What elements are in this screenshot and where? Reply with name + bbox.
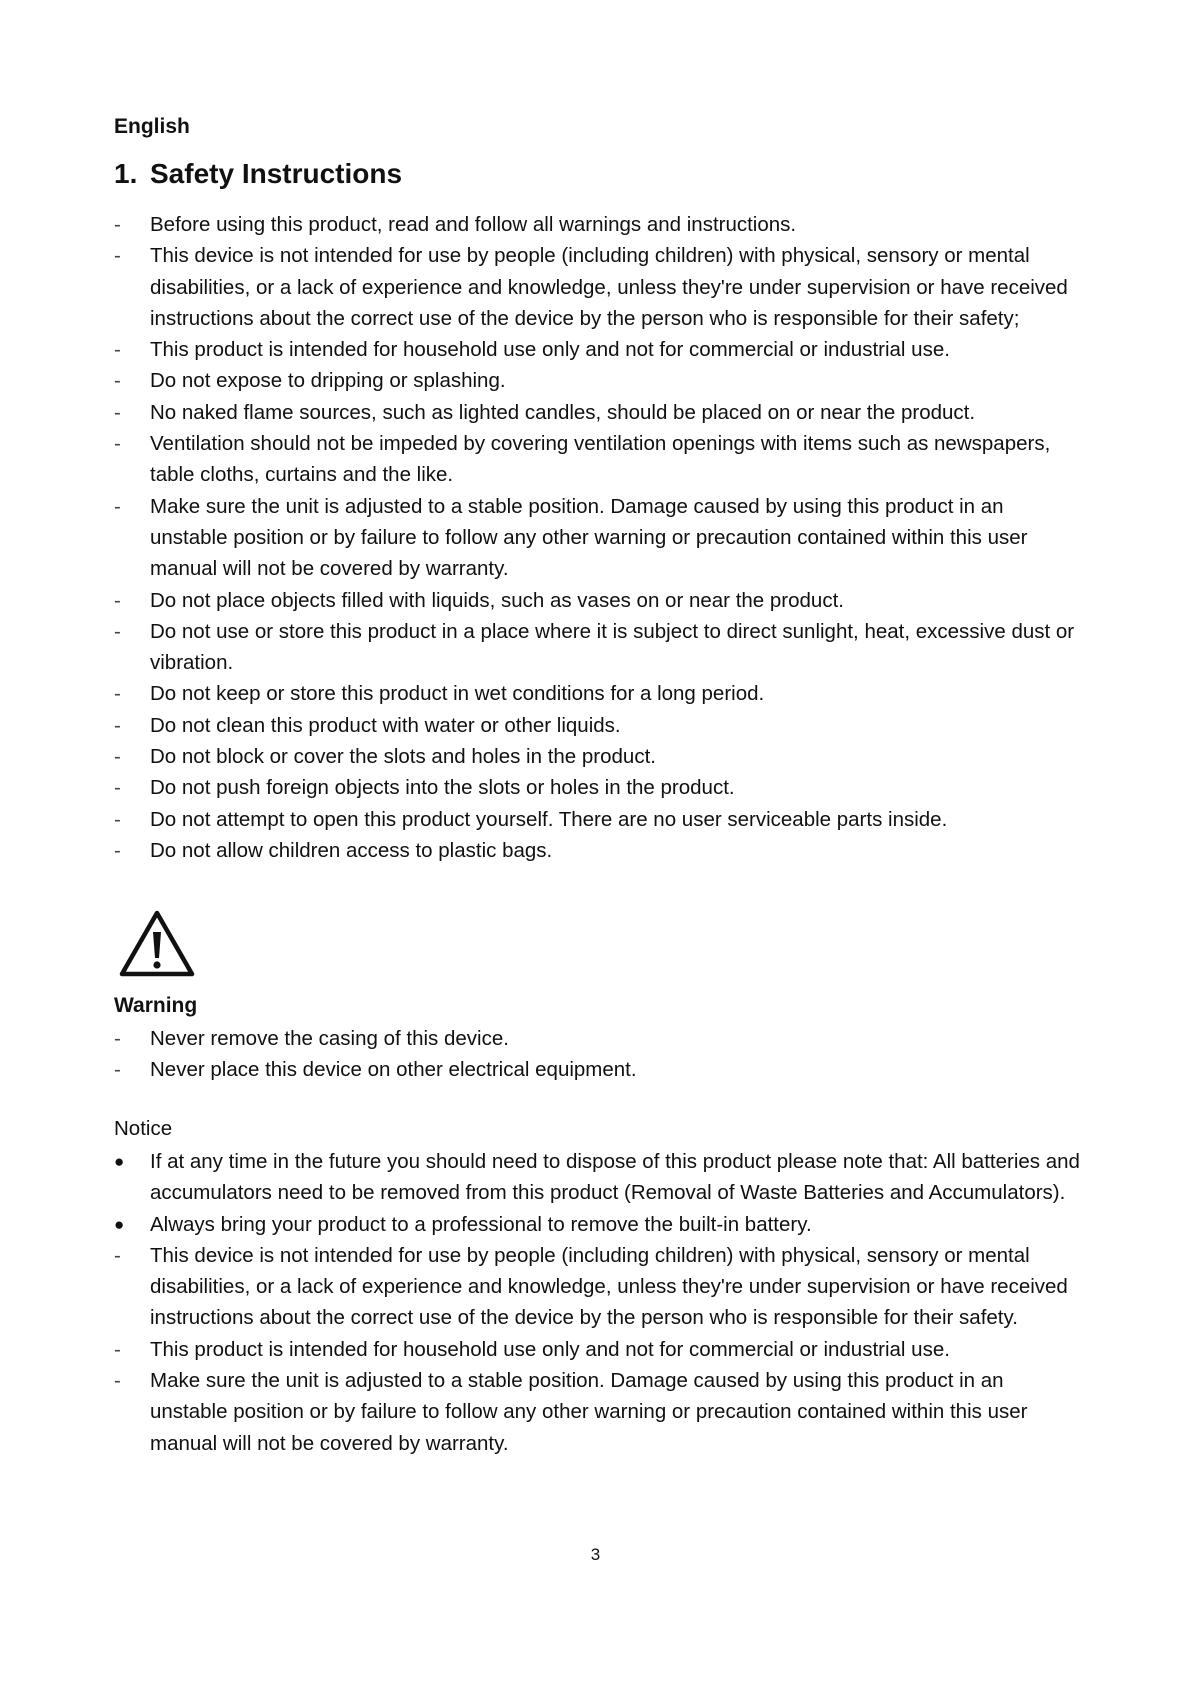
dash-marker: -: [114, 1243, 121, 1267]
list-item: [114, 1240, 1084, 1334]
dash-marker: -: [114, 838, 121, 862]
list-item: [114, 1334, 1084, 1365]
list-item-text: No naked flame sources, such as lighted candles, should be placed on or near the product.: [150, 400, 976, 424]
list-item-text: If at any time in the future you should need to dispose of this product please note that: All batteries and accumulators need to be removed from this product (Removal of Waste Batteries and Accumulators).: [150, 1150, 1080, 1205]
dash-marker: -: [114, 369, 121, 393]
language-label: English: [114, 115, 190, 138]
list-item-text: Do not block or cover the slots and holes in the product.: [150, 745, 656, 769]
list-item: [114, 1023, 1084, 1054]
list-item-text: Do not push foreign objects into the slots or holes in the product.: [150, 776, 735, 800]
list-item-text: Do not expose to dripping or splashing.: [150, 369, 506, 393]
warning-list: [114, 1023, 1084, 1086]
dash-marker: -: [114, 1027, 121, 1050]
list-item: [114, 428, 1084, 491]
list-item-text: Make sure the unit is adjusted to a stable position. Damage caused by using this product in an unstable position or by failure to follow any other warning or precaution contained within this user manual will not be covered by warranty.: [150, 494, 1028, 581]
list-item: [114, 397, 1084, 428]
list-item: [114, 1146, 1084, 1209]
list-item: [114, 240, 1084, 334]
list-item-text: This device is not intended for use by people (including children) with physical, sensory or mental disabilities, or a lack of experience and knowledge, unless they're under supervision or have received instructions about the correct use of the device by the person who is responsible for their safety;: [150, 244, 1068, 330]
dash-marker: -: [114, 619, 121, 643]
dash-marker: -: [114, 1058, 121, 1082]
warning-triangle-icon: [118, 908, 196, 978]
list-item-text: Make sure the unit is adjusted to a stable position. Damage caused by using this product in an unstable position or by failure to follow any other warning or precaution contained within this user manual will not be covered by warranty.: [150, 1369, 1028, 1455]
list-item: [114, 616, 1084, 679]
list-item-text: Always bring your product to a professional to remove the built-in battery.: [150, 1212, 812, 1236]
list-item: [114, 710, 1084, 741]
list-item: [114, 1054, 1084, 1085]
list-item-text: Before using this product, read and follow all warnings and instructions.: [150, 213, 797, 236]
dash-marker: -: [114, 713, 121, 737]
list-item-text: Ventilation should not be impeded by covering ventilation openings with items such as newspapers, table cloths, curtains and the like.: [150, 432, 1051, 487]
list-item: [114, 209, 1084, 240]
list-item: [114, 334, 1084, 365]
bullet-marker: ●: [114, 1214, 125, 1234]
dash-marker: -: [114, 588, 121, 612]
dash-marker: -: [114, 213, 121, 236]
warning-heading: Warning: [114, 994, 198, 1017]
list-item: [114, 772, 1084, 803]
list-item-text: This product is intended for household use only and not for commercial or industrial use.: [150, 1337, 950, 1361]
list-item-text: Do not use or store this product in a place where it is subject to direct sunlight, heat, excessive dust or vibration.: [150, 619, 1075, 675]
list-item: [114, 491, 1084, 585]
list-item: [114, 585, 1084, 616]
dash-marker: -: [114, 400, 121, 424]
bullet-marker: ●: [114, 1152, 125, 1171]
dash-marker: -: [114, 745, 121, 769]
list-item: [114, 804, 1084, 835]
list-item: [114, 365, 1084, 396]
section-title-text: Safety Instructions: [150, 158, 403, 189]
dash-marker: -: [114, 682, 121, 706]
dash-marker: -: [114, 338, 121, 362]
dash-marker: -: [114, 432, 121, 456]
list-item-text: Do not keep or store this product in wet conditions for a long period.: [150, 682, 765, 706]
list-item-text: Do not allow children access to plastic bags.: [150, 838, 553, 862]
notice-heading: Notice: [114, 1117, 173, 1140]
list-item-text: Never remove the casing of this device.: [150, 1027, 509, 1050]
safety-instructions-list: [114, 209, 1084, 866]
section-title: [114, 158, 402, 190]
dash-marker: -: [114, 1369, 121, 1393]
list-item: [114, 741, 1084, 772]
list-item: [114, 1209, 1084, 1240]
dash-marker: -: [114, 776, 121, 800]
section-number: 1.: [114, 158, 138, 189]
dash-marker: -: [114, 244, 121, 268]
list-item: [114, 1365, 1084, 1459]
page-number: 3: [590, 1545, 601, 1564]
dash-marker: -: [114, 1337, 121, 1361]
list-item: [114, 835, 1084, 866]
list-item: [114, 678, 1084, 709]
list-item-text: Do not clean this product with water or other liquids.: [150, 713, 621, 737]
notice-list: [114, 1146, 1084, 1459]
dash-marker: -: [114, 494, 121, 518]
dash-marker: -: [114, 807, 121, 831]
list-item-text: Never place this device on other electrical equipment.: [150, 1058, 637, 1082]
list-item-text: Do not place objects filled with liquids, such as vases on or near the product.: [150, 588, 844, 612]
list-item-text: This device is not intended for use by people (including children) with physical, sensory or mental disabilities, or a lack of experience and knowledge, unless they're under supervision or have received instructions about the correct use of the device by the person who is responsible for their safety.: [150, 1243, 1068, 1330]
list-item-text: Do not attempt to open this product yourself. There are no user serviceable parts inside.: [150, 807, 948, 831]
list-item-text: This product is intended for household use only and not for commercial or industrial use.: [150, 338, 950, 362]
